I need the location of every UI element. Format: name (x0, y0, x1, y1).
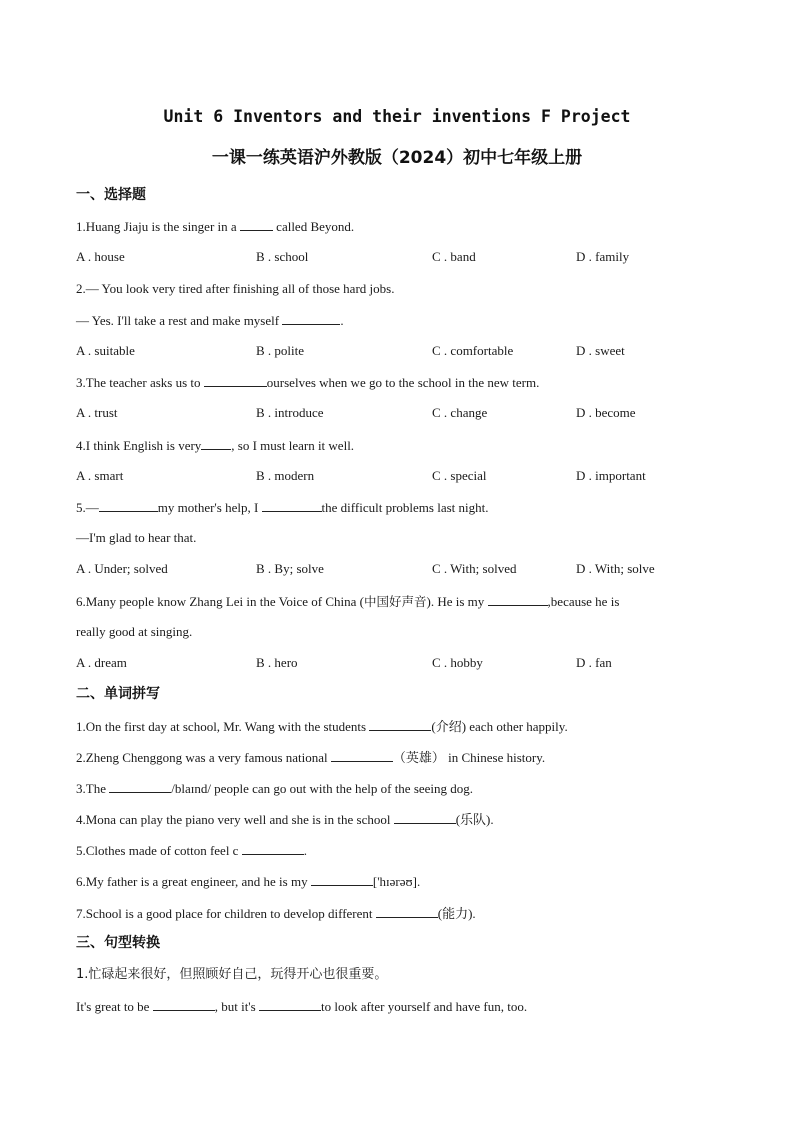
question-text: to look after yourself and have fun, too. (320, 999, 528, 1014)
option-b[interactable]: B . polite (256, 343, 305, 358)
question-1-5-reply: —I'm glad to hear that. (76, 530, 197, 545)
page-title: Unit 6 Inventors and their inventions F Project (163, 107, 631, 126)
answer-blank[interactable] (282, 311, 340, 325)
question-text: 5.— (76, 500, 99, 515)
option-c[interactable]: C . change (432, 405, 488, 420)
option-d[interactable]: D . important (576, 468, 646, 483)
answer-blank[interactable] (311, 872, 373, 886)
option-c[interactable]: C . comfortable (432, 343, 514, 358)
option-a[interactable]: A . suitable (76, 343, 135, 358)
question-text: （英雄） in Chinese history. (392, 750, 546, 765)
section-heading-multiple-choice: 一、选择题 (76, 187, 146, 203)
option-d[interactable]: D . sweet (576, 343, 625, 358)
question-text: 4.I think English is very (76, 438, 202, 453)
question-text: the difficult problems last night. (321, 500, 489, 515)
question-1-2-reply (76, 311, 344, 330)
question-1-1 (76, 217, 354, 236)
option-a[interactable]: A . dream (76, 655, 127, 670)
question-1-6 (76, 592, 619, 611)
question-text: 1.On the first day at school, Mr. Wang with the students (76, 719, 370, 734)
question-text: . (340, 313, 344, 328)
question-text: ourselves when we go to the school in the new term. (266, 375, 540, 390)
answer-blank[interactable] (376, 904, 438, 918)
option-a[interactable]: A . trust (76, 405, 118, 420)
question-2-4 (76, 810, 494, 829)
question-text: 4.Mona can play the piano very well and she is in the school (76, 812, 394, 827)
option-a[interactable]: A . smart (76, 468, 124, 483)
answer-blank[interactable] (109, 779, 171, 793)
answer-blank[interactable] (488, 592, 548, 606)
question-text: 7.School is a good place for children to develop different (76, 906, 376, 921)
question-text: 6.Many people know Zhang Lei in the Voice of China ( (76, 594, 364, 609)
answer-blank[interactable] (369, 717, 431, 731)
answer-blank[interactable] (240, 217, 273, 231)
question-2-7 (76, 904, 476, 923)
question-text: , so I must learn it well. (231, 438, 355, 453)
option-b[interactable]: B . By; solve (256, 561, 324, 576)
question-1-4 (76, 436, 354, 455)
answer-blank[interactable] (204, 373, 267, 387)
question-text: (乐队). (455, 812, 494, 827)
option-b[interactable]: B . introduce (256, 405, 324, 420)
answer-blank[interactable] (259, 997, 321, 1011)
question-2-1 (76, 717, 568, 736)
answer-blank[interactable] (153, 997, 215, 1011)
option-d[interactable]: D . become (576, 405, 636, 420)
question-text: 2.Zheng Chenggong was a very famous national (76, 750, 331, 765)
answer-blank[interactable] (99, 498, 158, 512)
question-text: 5.Clothes made of cotton feel c (76, 843, 242, 858)
question-3-1 (76, 997, 527, 1016)
option-d[interactable]: D . family (576, 249, 630, 264)
question-text: 1.Huang Jiaju is the singer in a (76, 219, 240, 234)
question-text: . (303, 843, 307, 858)
answer-blank[interactable] (201, 436, 231, 450)
question-text: 6.My father is a great engineer, and he is my (76, 874, 311, 889)
option-c[interactable]: C . special (432, 468, 487, 483)
question-3-1-chinese: 1.忙碌起来很好，但照顾好自己，玩得开心也很重要。 (76, 967, 388, 982)
question-text: ,because he is (547, 594, 620, 609)
option-c[interactable]: C . With; solved (432, 561, 517, 576)
option-b[interactable]: B . hero (256, 655, 298, 670)
answer-blank[interactable] (394, 810, 456, 824)
option-b[interactable]: B . modern (256, 468, 315, 483)
option-c[interactable]: C . hobby (432, 655, 483, 670)
question-text: called Beyond. (272, 219, 355, 234)
option-c[interactable]: C . band (432, 249, 476, 264)
question-2-6 (76, 872, 420, 891)
question-2-2 (76, 748, 545, 767)
option-d[interactable]: D . fan (576, 655, 612, 670)
question-1-5 (76, 498, 488, 517)
question-text: — Yes. I'll take a rest and make myself (76, 313, 283, 328)
question-text: /blaɪnd/ people can go out with the help of the seeing dog. (171, 781, 474, 796)
question-text-cjk: 中国好声音 (364, 594, 427, 609)
answer-blank[interactable] (242, 841, 304, 855)
option-a[interactable]: A . house (76, 249, 125, 264)
question-text: , but it's (214, 999, 259, 1014)
answer-blank[interactable] (262, 498, 322, 512)
question-text: (介绍) each other happily. (431, 719, 568, 734)
question-text: It's great to be (76, 999, 153, 1014)
question-text: my mother's help, I (157, 500, 262, 515)
page-subtitle: 一课一练英语沪外教版（2024）初中七年级上册 (211, 148, 583, 168)
option-b[interactable]: B . school (256, 249, 309, 264)
question-2-5 (76, 841, 307, 860)
option-d[interactable]: D . With; solve (576, 561, 655, 576)
section-heading-sentence-transformation: 三、句型转换 (76, 935, 160, 951)
question-1-6-continued: really good at singing. (76, 624, 193, 639)
question-2-3 (76, 779, 473, 798)
answer-blank[interactable] (331, 748, 393, 762)
question-text: (能力). (437, 906, 476, 921)
question-1-3 (76, 373, 539, 392)
question-text: ['hɪərəʊ]. (372, 874, 421, 889)
question-text: 3.The teacher asks us to (76, 375, 204, 390)
question-1-2: 2.— You look very tired after finishing all of those hard jobs. (76, 281, 395, 296)
question-text: 3.The (76, 781, 110, 796)
question-text: ). He is my (426, 594, 488, 609)
section-heading-spelling: 二、单词拼写 (76, 686, 160, 702)
option-a[interactable]: A . Under; solved (76, 561, 168, 576)
